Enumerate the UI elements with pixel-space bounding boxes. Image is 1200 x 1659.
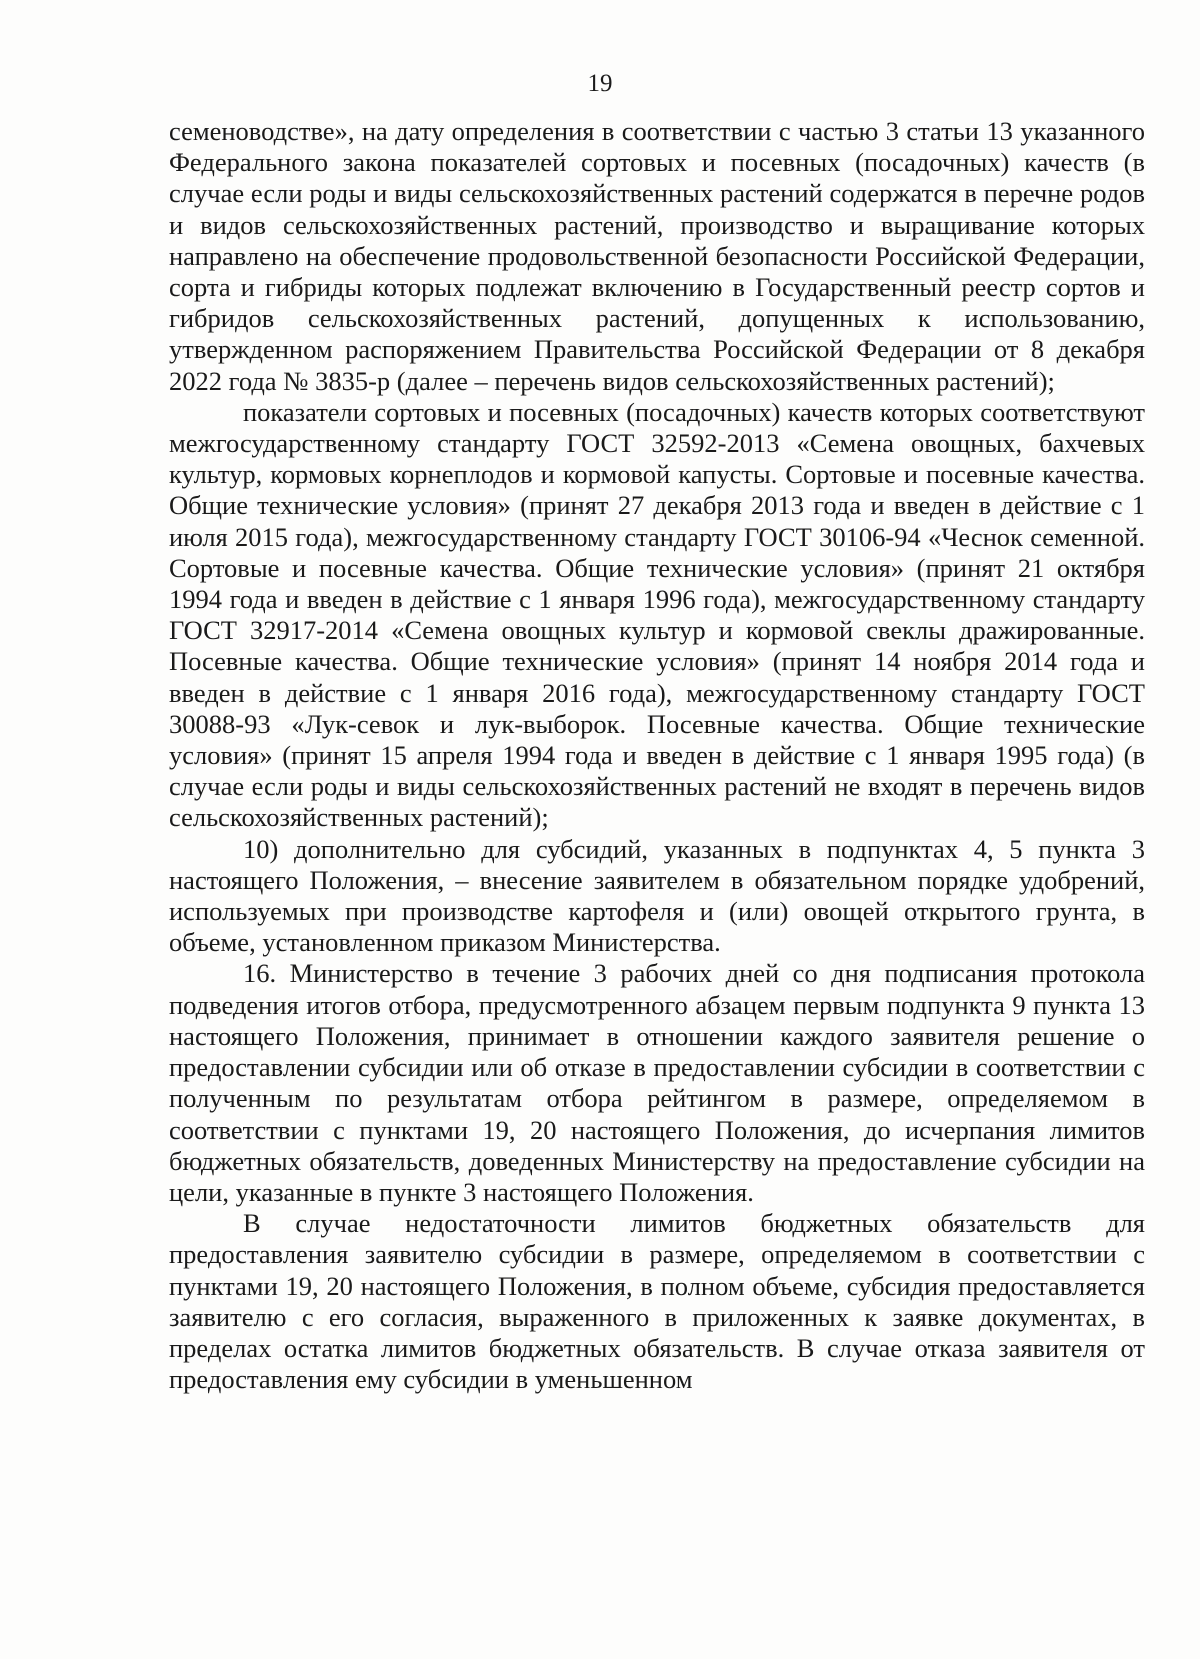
document-body — [169, 116, 1145, 1395]
paragraph-item-10: 10) дополнительно для субсидий, указанных в подпунктах 4, 5 пункта 3 настоящего Положения, – внесение заявителем в обязательном порядке удобрений, используемых при производстве картофеля и (или) овощей открытого грунта, в объеме, установленном приказом Министерства. — [169, 833, 1145, 958]
paragraph-insufficient-limits: В случае недостаточности лимитов бюджетных обязательств для предоставления заявителю субсидии в размере, определяемом в соответствии с пунктами 19, 20 настоящего Положения, в полном объеме, субсидия предоставляется заявителю с его согласия, выраженного в приложенных к заявке документах, в пределах остатка лимитов бюджетных обязательств. В случае отказа заявителя от предоставления ему субсидии в уменьшенном — [169, 1208, 1145, 1395]
paragraph-section-16: 16. Министерство в течение 3 рабочих дней со дня подписания протокола подведения итогов отбора, предусмотренного абзацем первым подпункта 9 пункта 13 настоящего Положения, принимает в отношении каждого заявителя решение о предоставлении субсидии или об отказе в предоставлении субсидии в соответствии с полученным по результатам отбора рейтингом в размере, определяемом в соответствии с пунктами 19, 20 настоящего Положения, до исчерпания лимитов бюджетных обязательств, доведенных Министерству на предоставление субсидии на цели, указанные в пункте 3 настоящего Положения. — [169, 958, 1145, 1207]
paragraph-quality-standards: показатели сортовых и посевных (посадочных) качеств которых соответствуют межгосударственному стандарту ГОСТ 32592-2013 «Семена овощных, бахчевых культур, кормовых корнеплодов и кормовой капусты. Сортовые и посевные качества. Общие технические условия» (принят 27 декабря 2013 года и введен в действие с 1 июля 2015 года), межгосударственному стандарту ГОСТ 30106-94 «Чеснок семенной. Сортовые и посевные качества. Общие технические условия» (принят 21 октября 1994 года и введен в действие с 1 января 1996 года), межгосударственному стандарту ГОСТ 32917-2014 «Семена овощных культур и кормовой свеклы дражированные. Посевные качества. Общие технические условия» (принят 14 ноября 2014 года и введен в действие с 1 января 2016 года), межгосударственному стандарту ГОСТ 30088-93 «Лук-севок и лук-выборок. Посевные качества. Общие технические условия» (принят 15 апреля 1994 года и введен в действие с 1 января 1995 года) (в случае если роды и виды сельскохозяйственных растений не входят в перечень видов сельскохозяйственных растений); — [169, 396, 1145, 833]
paragraph-continuation: семеноводстве», на дату определения в соответствии с частью 3 статьи 13 указанного Федерального закона показателей сортовых и посевных (посадочных) качеств (в случае если роды и виды сельскохозяйственных растений содержатся в перечне родов и видов сельскохозяйственных растений, производство и выращивание которых направлено на обеспечение продовольственной безопасности Российской Федерации, сорта и гибриды которых подлежат включению в Государственный реестр сортов и гибридов сельскохозяйственных растений, допущенных к использованию, утвержденном распоряжением Правительства Российской Федерации от 8 декабря 2022 года № 3835-р (далее – перечень видов сельскохозяйственных растений); — [169, 116, 1145, 396]
page-number: 19 — [587, 70, 613, 97]
